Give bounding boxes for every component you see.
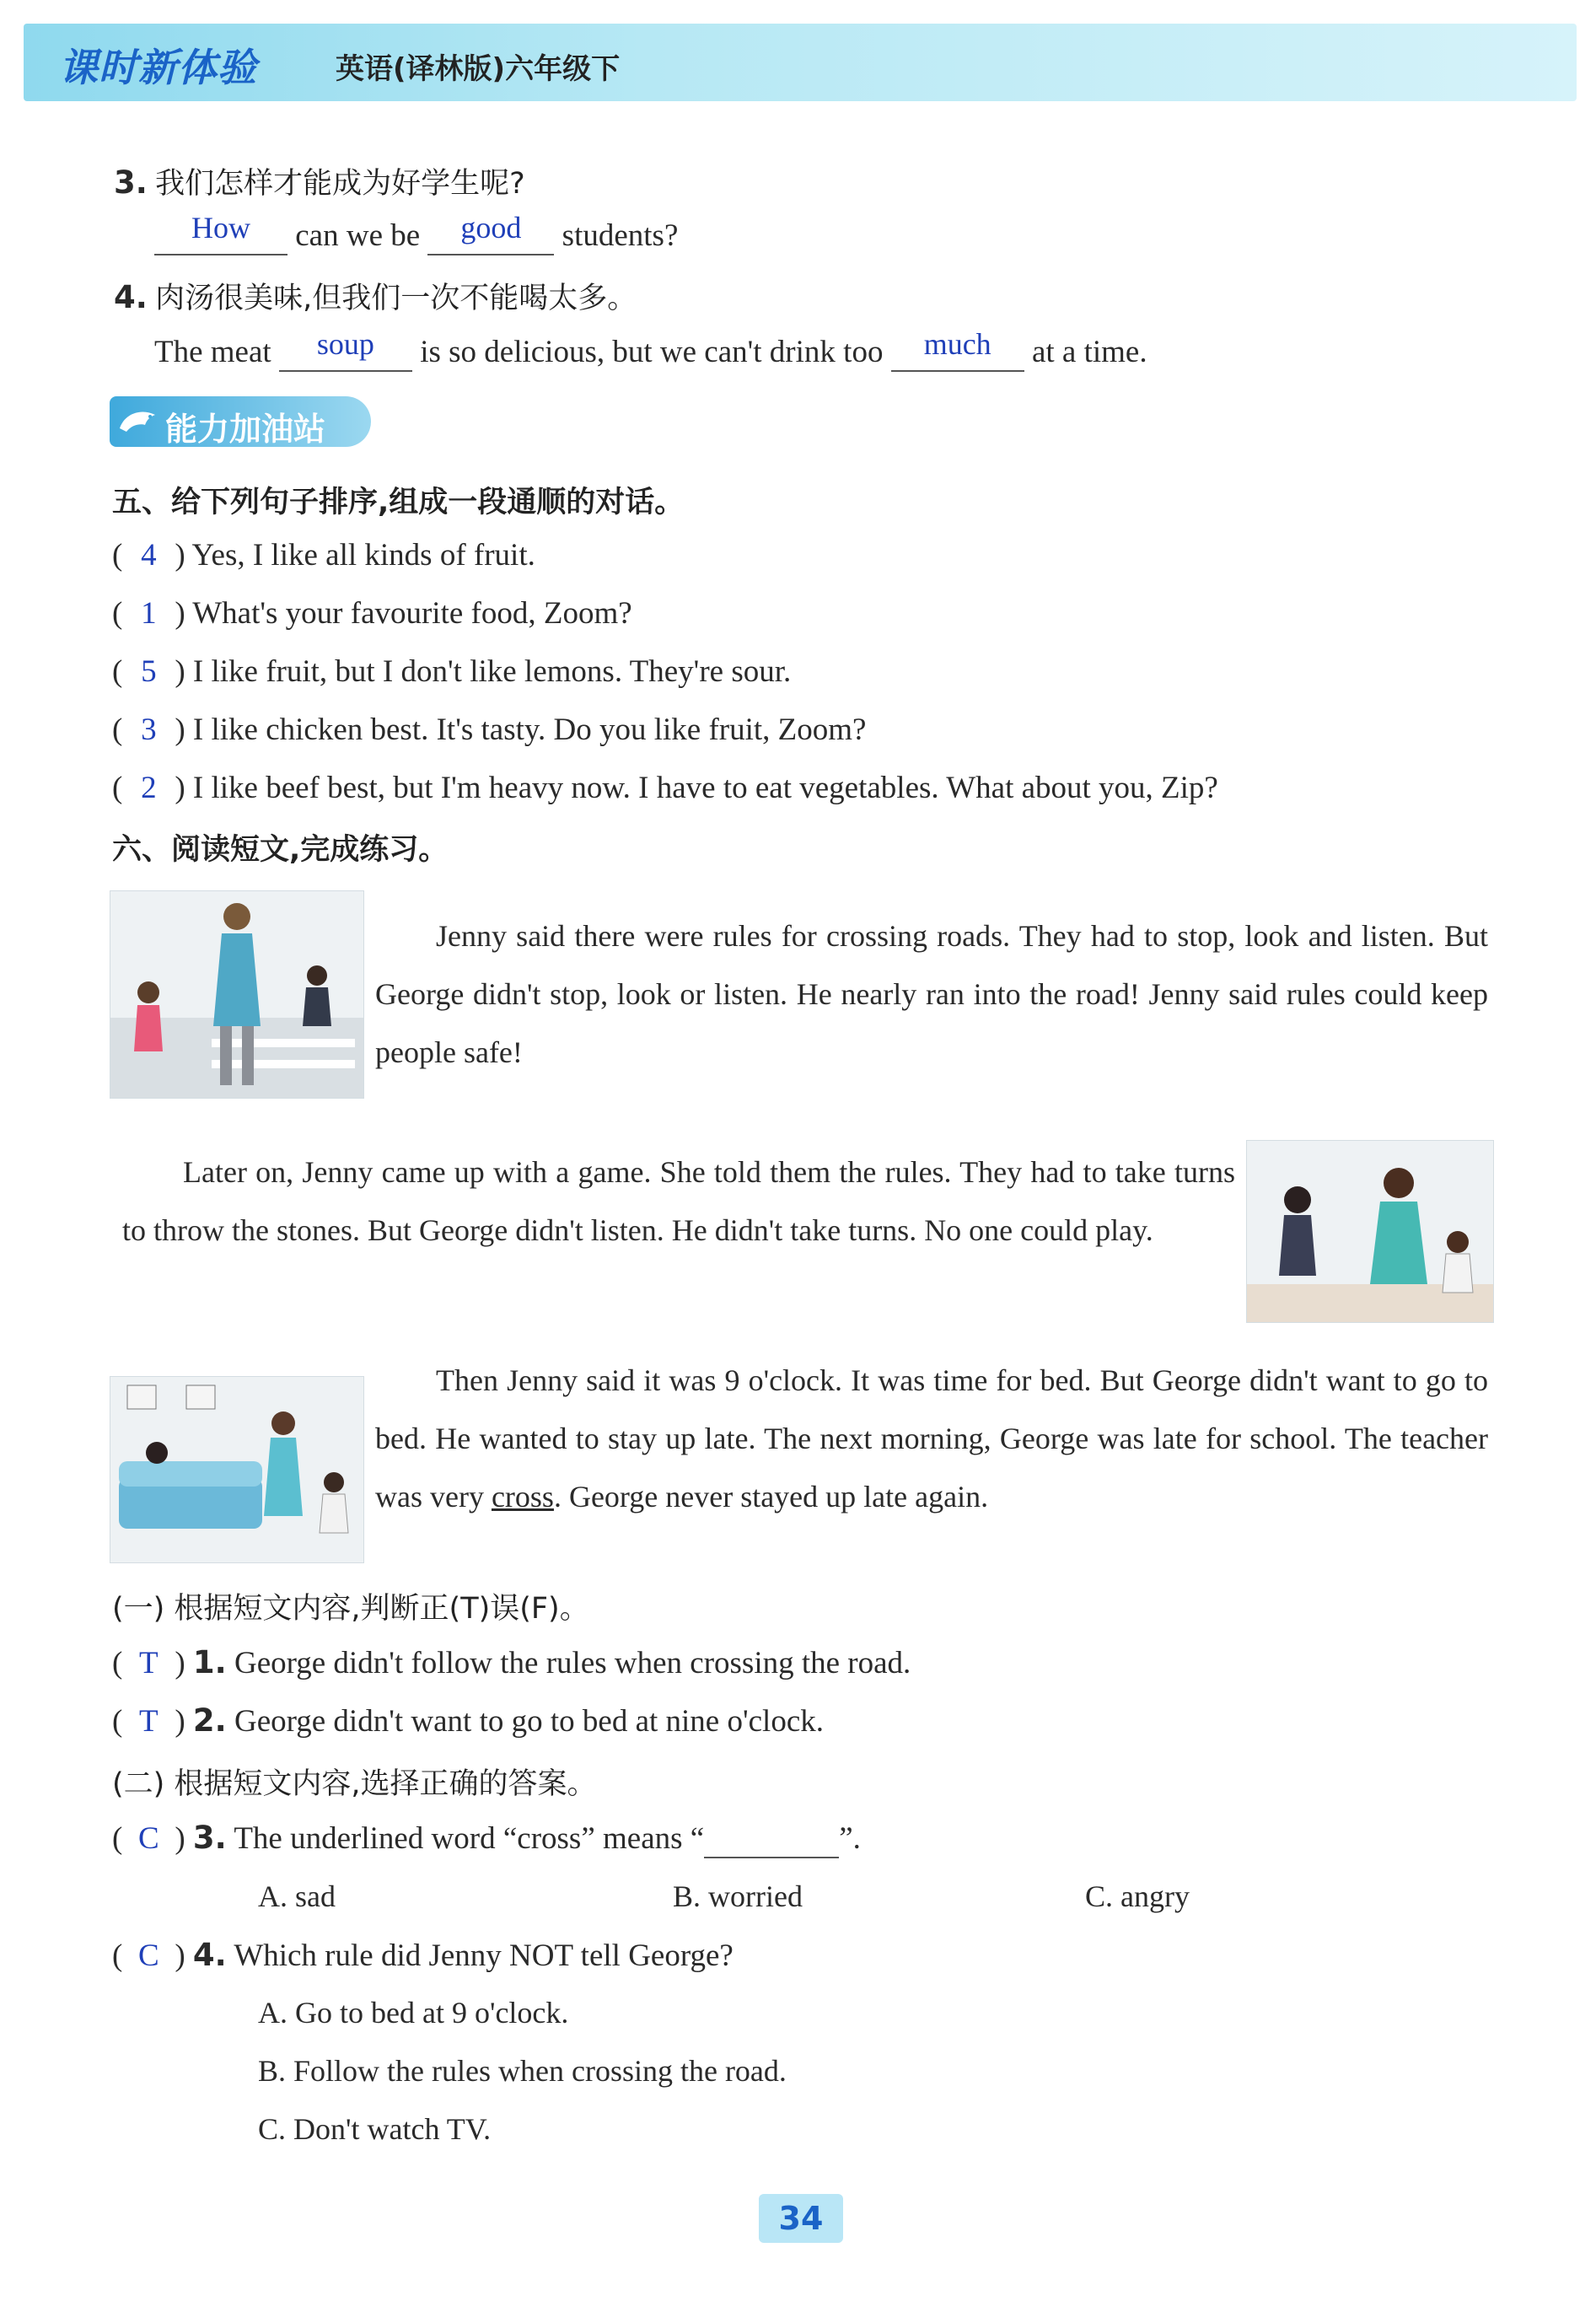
section-badge (110, 396, 371, 447)
illustration-crossing-road (110, 890, 364, 1099)
part5-item-text: ) I like chicken best. It's tasty. Do you like fruit, Zoom? (175, 712, 867, 747)
part5-answer[interactable]: 3 (141, 712, 157, 747)
q3-blank-2[interactable]: good (427, 218, 554, 255)
q3-text-1: can we be (295, 218, 421, 253)
q3-number: 3. (114, 164, 148, 201)
mc-item-4: ( C ) 4. Which rule did Jenny NOT tell George? (112, 1937, 734, 1973)
part5-item: ( 1 ) What's your favourite food, Zoom? (112, 596, 632, 631)
q4-text-3: at a time. (1031, 335, 1147, 369)
q4-text-2: is so delicious, but we can't drink too (420, 335, 884, 369)
tf-item: ( T ) 1. George didn't follow the rules when crossing the road. (112, 1644, 911, 1680)
q4-number: 4. (114, 279, 148, 315)
q4-sentence (154, 327, 1147, 372)
q4-prompt (114, 275, 637, 317)
passage-paragraph-1: Jenny said there were rules for crossing roads. They had to stop, look and listen. But George didn't stop, look or listen. He nearly ran into the road! Jenny said rules could keep people safe! (375, 919, 1488, 1069)
part5-title: 五、给下列句子排序,组成一段通顺的对话。 (112, 486, 685, 519)
part6-title: 六、阅读短文,完成练习。 (112, 833, 449, 867)
passage-paragraph-2: Later on, Jenny came up with a game. She told them the rules. They had to take turns to throw the stones. But George didn't listen. He didn't take turns. No one could play. (122, 1155, 1235, 1247)
mc4-option-c[interactable]: C. Don't watch TV. (258, 2112, 492, 2146)
subject-title: 英语(译林版)六年级下 (336, 52, 621, 86)
mc3-blank[interactable] (704, 1820, 839, 1858)
page-number: 34 (759, 2194, 843, 2243)
tf-item: ( T ) 2. George didn't want to go to bed at nine o'clock. (112, 1702, 825, 1739)
q4-blank-2[interactable]: much (891, 334, 1024, 372)
part5-item-text: ) I like fruit, but I don't like lemons. They're sour. (175, 654, 792, 689)
brand-title: 课时新体验 (59, 45, 257, 90)
mc-answer[interactable]: C (137, 1938, 159, 1973)
illustration-bedtime (110, 1376, 364, 1563)
part6-subsection-1: (一) 根据短文内容,判断正(T)误(F)。 (112, 1592, 589, 1626)
mc4-option-b[interactable]: B. Follow the rules when crossing the road. (258, 2054, 787, 2088)
mc3-option-a[interactable]: A. sad (258, 1879, 336, 1913)
illustration-stone-game (1246, 1140, 1494, 1323)
part5-answer[interactable]: 5 (141, 654, 157, 689)
part5-item: ( 4 ) Yes, I like all kinds of fruit. (112, 538, 535, 573)
q4-chinese: 肉汤很美味,但我们一次不能喝太多。 (155, 282, 637, 315)
underlined-word: cross (491, 1480, 554, 1514)
q3-prompt (114, 160, 525, 202)
q3-sentence (154, 211, 679, 255)
mc3-option-b[interactable]: B. worried (673, 1879, 803, 1913)
part5-answer[interactable]: 4 (141, 538, 157, 573)
passage-paragraph-3: Then Jenny said it was 9 o'clock. It was time for bed. But George didn't want to go to bed. He wanted to stay up late. The next morning, George was late for school. The teacher was very cross. George never stayed up late again. (375, 1363, 1488, 1514)
q3-chinese: 我们怎样才能成为好学生呢? (155, 167, 525, 201)
tf-answer[interactable]: T (139, 1704, 159, 1739)
q4-blank-1[interactable]: soup (279, 334, 412, 372)
mc-answer[interactable]: C (137, 1821, 159, 1856)
part5-item-text: ) I like beef best, but I'm heavy now. I have to eat vegetables. What about you, Zip? (175, 771, 1218, 805)
part5-item: ( 3 ) I like chicken best. It's tasty. Do you like fruit, Zoom? (112, 712, 867, 747)
q3-text-2: students? (562, 218, 679, 253)
q3-blank-1[interactable]: How (154, 218, 287, 255)
part5-item: ( 5 ) I like fruit, but I don't like lemons. They're sour. (112, 654, 792, 689)
mc4-option-a[interactable]: A. Go to bed at 9 o'clock. (258, 1996, 569, 2030)
section-badge-label: 能力加油站 (165, 411, 326, 448)
q4-text-1: The meat (154, 335, 271, 369)
tf-answer[interactable]: T (139, 1646, 159, 1680)
part5-answer[interactable]: 2 (141, 771, 157, 805)
mc-item-3: ( C ) 3. The underlined word “cross” means “ ”. (112, 1820, 861, 1858)
dolphin-icon (116, 405, 160, 438)
part5-item-text: ) What's your favourite food, Zoom? (175, 596, 632, 631)
part5-answer[interactable]: 1 (141, 596, 157, 631)
part5-item: ( 2 ) I like beef best, but I'm heavy now. I have to eat vegetables. What about you, Zip? (112, 771, 1218, 805)
part6-subsection-2: (二) 根据短文内容,选择正确的答案。 (112, 1767, 597, 1801)
mc3-option-c[interactable]: C. angry (1085, 1879, 1190, 1913)
part5-item-text: ) Yes, I like all kinds of fruit. (175, 538, 535, 573)
